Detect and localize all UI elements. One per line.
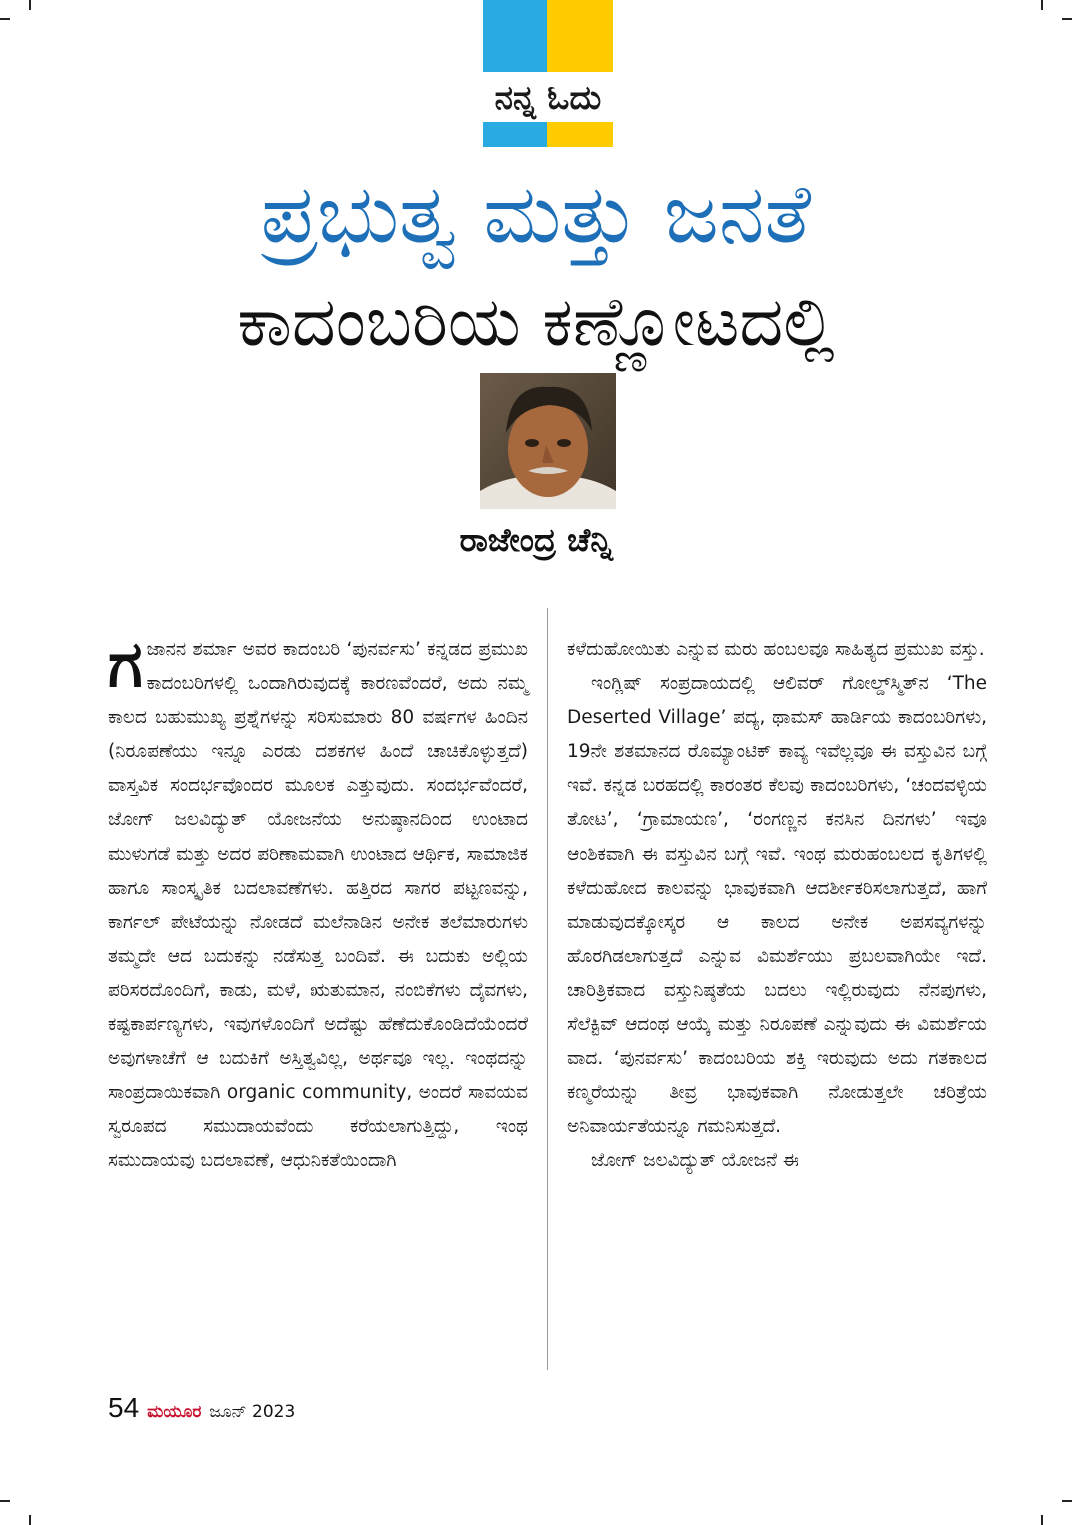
article-paragraph: ಕಳೆದುಹೋಯಿತು ಎನ್ನುವ ಮರು ಹಂಬಲವೂ ಸಾಹಿತ್ಯದ ಪ್ರಮುಖ ವಸ್ತು. xyxy=(567,639,985,660)
crop-mark xyxy=(1062,18,1072,20)
crop-mark xyxy=(0,1500,10,1502)
drop-cap: ಗ xyxy=(108,628,143,702)
left-column-text: ಜಾನನ ಶರ್ಮಾ ಅವರ ಕಾದಂಬರಿ ‘ಪುನರ್ವಸು’ ಕನ್ನಡದ ಪ್ರಮುಖ ಕಾದಂಬರಿಗಳಲ್ಲಿ ಒಂದಾಗಿರುವುದಕ್ಕೆ ಕಾರಣವೆಂದರೆ, ಅದು ನಮ್ಮ ಕಾಲದ ಬಹುಮುಖ್ಯ ಪ್ರಶ್ನೆಗಳನ್ನು ಸರಿಸುಮಾರು 80 ವರ್ಷಗಳ ಹಿಂದಿನ (ನಿರೂಪಣೆಯು ಇನ್ನೂ ಎರಡು ದಶಕಗಳ ಹಿಂದೆ ಚಾಚಿಕೊಳ್ಳುತ್ತದೆ) ವಾಸ್ತವಿಕ ಸಂದರ್ಭವೊಂದರ ಮೂಲಕ ಎತ್ತುವುದು. ಸಂದರ್ಭವೆಂದರೆ, ಜೋಗ್ ಜಲವಿದ್ಯುತ್ ಯೋಜನೆಯ ಅನುಷ್ಠಾನದಿಂದ ಉಂಟಾದ ಮುಳುಗಡೆ ಮತ್ತು ಅದರ ಪರಿಣಾಮವಾಗಿ ಉಂಟಾದ ಆರ್ಥಿಕ, ಸಾಮಾಜಿಕ ಹಾಗೂ ಸಾಂಸ್ಕೃತಿಕ ಬದಲಾವಣೆಗಳು. ಹತ್ತಿರದ ಸಾಗರ ಪಟ್ಟಣವನ್ನು, ಕಾರ್ಗಲ್ ಪೇಟೆಯನ್ನು ನೋಡದೆ ಮಲೆನಾಡಿನ ಅನೇಕ ತಲೆಮಾರುಗಳು ತಮ್ಮದೇ ಆದ ಬದುಕನ್ನು ನಡೆಸುತ್ತ ಬಂದಿವೆ. ಈ ಬದುಕು ಅಲ್ಲಿಯ ಪರಿಸರದೊಂದಿಗೆ, ಕಾಡು, ಮಳೆ, ಋತುಮಾನ, ನಂಬಿಕೆಗಳು ದೈವಗಳು, ಕಷ್ಟಕಾರ್ಪಣ್ಯಗಳು, ಇವುಗಳೊಂದಿಗೆ ಅದೆಷ್ಟು ಹೆಣೆದುಕೊಂಡಿದೆಯೆಂದರೆ ಅವುಗಳಾಚೆಗೆ ಆ ಬದುಕಿಗೆ ಅಸ್ತಿತ್ವವಿಲ್ಲ, ಅರ್ಥವೂ ಇಲ್ಲ. ಇಂಥದನ್ನು ಸಾಂಪ್ರದಾಯಿಕವಾಗಿ organic community, ಅಂದರೆ ಸಾವಯವ ಸ್ವರೂಪದ ಸಮುದಾಯವೆಂದು ಕರೆಯಲಾಗುತ್ತಿದ್ದು, ಇಂಥ ಸಮುದಾಯವು ಬದಲಾವಣೆ, ಆಧುನಿಕತೆಯಿಂದಾಗಿ xyxy=(108,639,528,1172)
section-label: ನನ್ನ ಓದು xyxy=(494,78,602,117)
crop-mark xyxy=(0,18,10,20)
column-divider xyxy=(547,608,548,1370)
page-footer xyxy=(108,1392,295,1428)
subheadline: ಕಾದಂಬರಿಯ ಕಣ್ಣೋಟದಲ್ಲಿ xyxy=(237,283,835,362)
article-paragraph: ಜೋಗ್ ಜಲವಿದ್ಯುತ್ ಯೋಜನೆ ಈ xyxy=(591,1150,799,1172)
issue-date: ಜೂನ್ 2023 xyxy=(209,1402,296,1422)
article-paragraph: ಇಂಗ್ಲಿಷ್ ಸಂಪ್ರದಾಯದಲ್ಲಿ ಆಲಿವರ್ ಗೋಲ್ಡ್‌ಸ್ಮಿತ್‌ನ ‘The Deserted Village’ ಪದ್ಯ, ಥಾಮಸ್ ಹಾರ್ಡಿಯ ಕಾದಂಬರಿಗಳು, 19ನೇ ಶತಮಾನದ ರೊಮ್ಯಾಂಟಿಕ್ ಕಾವ್ಯ ಇವೆಲ್ಲವೂ ಈ ವಸ್ತುವಿನ ಬಗ್ಗೆ ಇವೆ. ಕನ್ನಡ ಬರಹದಲ್ಲಿ ಕಾರಂತರ ಕೆಲವು ಕಾದಂಬರಿಗಳು, ‘ಚಂದವಳ್ಳಿಯ ತೋಟ’, ‘ಗ್ರಾಮಾಯಣ’, ‘ರಂಗಣ್ಣನ ಕನಸಿನ ದಿನಗಳು’ ಇವೂ ಆಂಶಿಕವಾಗಿ ಈ ವಸ್ತುವಿನ ಬಗ್ಗೆ ಇವೆ. ಇಂಥ ಮರುಹಂಬಲದ ಕೃತಿಗಳಲ್ಲಿ ಕಳೆದುಹೋದ ಕಾಲವನ್ನು ಭಾವುಕವಾಗಿ ಆದರ್ಶೀಕರಿಸಲಾಗುತ್ತದೆ, ಹಾಗೆ ಮಾಡುವುದಕ್ಕೋಸ್ಕರ ಆ ಕಾಲದ ಅನೇಕ ಅಪಸವ್ಯಗಳನ್ನು ಹೊರಗಿಡಲಾಗುತ್ತದೆ ಎನ್ನುವ ವಿಮರ್ಶೆಯು ಪ್ರಬಲವಾಗಿಯೇ ಇದೆ. ಚಾರಿತ್ರಿಕವಾದ ವಸ್ತುನಿಷ್ಠತೆಯ ಬದಲು ಇಲ್ಲಿರುವುದು ನೆನಪುಗಳು, ಸೆಲೆಕ್ಟಿವ್ ಆದಂಥ ಆಯ್ಕೆ ಮತ್ತು ನಿರೂಪಣೆ ಎನ್ನುವುದು ಈ ವಿಮರ್ಶೆಯ ವಾದ. ‘ಪುನರ್ವಸು’ ಕಾದಂಬರಿಯ ಶಕ್ತಿ ಇರುವುದು ಅದು ಗತಕಾಲದ ಕಣ್ಮರೆಯನ್ನು ತೀವ್ರ ಭಾವುಕವಾಗಿ ನೋಡುತ್ತಲೇ ಚರಿತ್ರೆಯ ಅನಿವಾರ್ಯತೆಯನ್ನೂ ಗಮನಿಸುತ್ತದೆ. xyxy=(567,673,987,1138)
crop-mark xyxy=(29,0,31,10)
crop-mark xyxy=(29,1515,31,1525)
article-paragraph xyxy=(108,628,528,1179)
page-number: 54 xyxy=(108,1392,140,1423)
headline: ಪ್ರಭುತ್ವ ಮತ್ತು ಜನತೆ xyxy=(260,167,812,262)
article-column-left xyxy=(108,628,528,1179)
crop-mark xyxy=(1062,1500,1072,1502)
magazine-logo: ಮಯೂರ xyxy=(147,1402,202,1422)
article-column-right xyxy=(567,633,987,1179)
author-portrait-illustration xyxy=(480,373,616,509)
author-name: ರಾಜೇಂದ್ರ ಚೆನ್ನಿ xyxy=(459,521,613,559)
crop-mark xyxy=(1041,1515,1043,1525)
crop-mark xyxy=(1041,0,1043,10)
author-photo xyxy=(480,373,616,509)
section-label-block xyxy=(483,0,613,147)
